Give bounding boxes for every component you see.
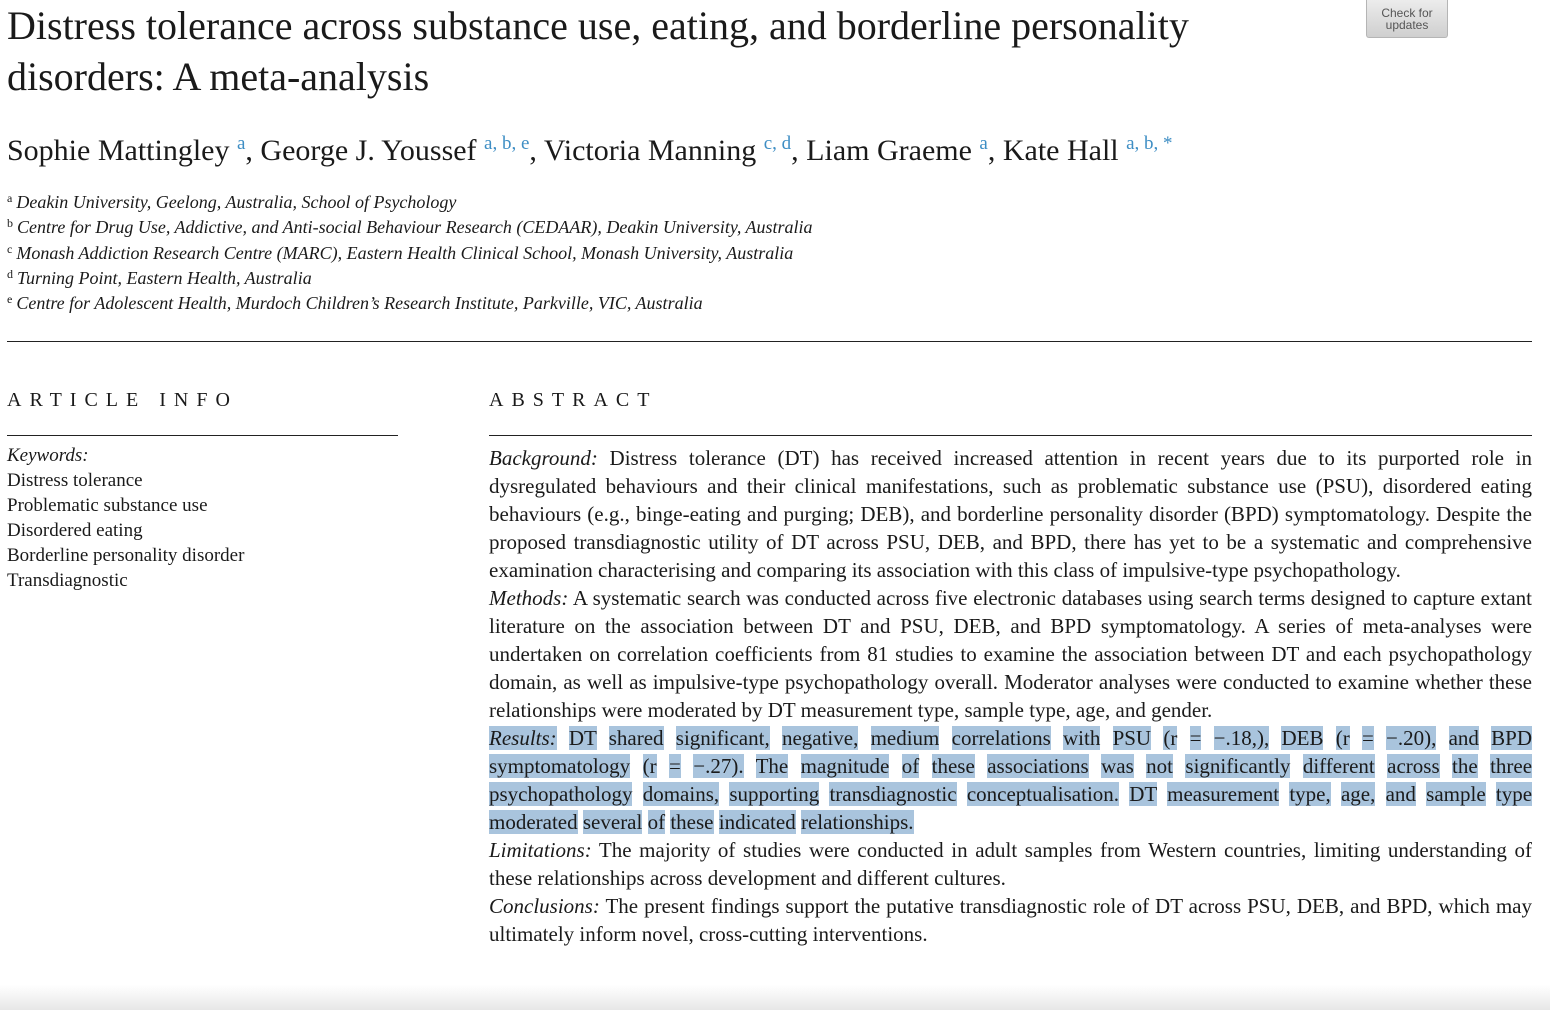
results-word: magnitude [800,754,890,778]
author-name: Sophie Mattingley [7,134,230,167]
results-word: not [1146,754,1174,778]
results-word: symptomatology [489,754,631,778]
article-info-heading: ARTICLE INFO [7,389,238,411]
results-word: (r [1335,726,1350,750]
results-word: associations [987,754,1089,778]
results-word: was [1101,754,1134,778]
author-list: Sophie Mattingley $^a$, George J. Youssef $^{a, b, e}$, Victoria Manning $^{c, d}$, Liam Graeme $^a$, Kate Hall $^{a, b, *}$ [7,133,1173,167]
conclusions-text: The present findings support the putative transdiagnostic role of DT across PSU, DEB, and BPD, which may ultimately inform novel, cross-cutting interventions. [489,894,1532,946]
results-word: DT [1129,782,1157,806]
results-word: domains, [642,782,720,806]
keyword-item[interactable]: Borderline personality disorder [7,545,245,566]
abstract-body [489,444,1532,948]
abstract-background [489,444,1532,584]
affiliation-text: Turning Point, Eastern Health, Australia [17,267,312,288]
results-word: measurement [1167,782,1280,806]
results-word: −.27). [693,754,744,778]
results-word: different [1302,754,1375,778]
results-word: = [668,754,681,778]
results-word: psychopathology [489,782,633,806]
check-updates-line1: Check for [1381,6,1433,20]
results-word: supporting [729,782,820,806]
author-affiliation-link[interactable]: a, b, e [484,133,530,154]
results-word: negative, [781,726,859,750]
keywords-label: Keywords: [7,445,89,466]
affiliation-item [7,190,1207,215]
abstract-heading: ABSTRACT [489,389,658,411]
results-word: −.18,), [1213,726,1270,750]
affiliation-marker: d [7,266,13,281]
affiliation-text: Deakin University, Geelong, Australia, School of Psychology [16,192,457,212]
check-for-updates-button[interactable] [1366,0,1448,38]
affiliation-list [7,190,1207,316]
results-word: DT [568,726,597,750]
methods-label: Methods: [489,586,569,610]
limitations-text: The majority of studies were conducted in adult samples from Western countries, limiting understanding of these relationships across development and different cultures. [489,838,1532,890]
results-word: moderated [489,810,578,834]
header-divider [7,341,1532,342]
keyword-item[interactable]: Problematic substance use [7,495,208,516]
background-label: Background: [489,446,598,470]
author-name: Liam Graeme [806,134,972,167]
results-word: with [1062,726,1101,750]
results-word: and [1448,726,1479,750]
results-word: across [1387,754,1440,778]
affiliation-item [7,266,1207,291]
affiliation-marker: b [7,216,13,231]
affiliation-text: Centre for Adolescent Health, Murdoch Children’s Research Institute, Parkville, VIC, Australia [16,293,703,314]
methods-text: A systematic search was conducted across five electronic databases using search terms designed to capture extant literature on the association between DT and PSU, DEB, and BPD symptomatology. A series of meta-analyses were undertaken on correlation coefficients from 81 studies to examine the association between DT and each psychopathology domain, as well as impulsive-type psychopathology overall. Moderator analyses were conducted to examine whether these relationships were moderated by DT measurement type, sample type, age, and gender. [489,586,1532,722]
results-word: these [931,754,975,778]
affiliation-item [7,215,1207,240]
results-word: (r [642,754,657,778]
results-word: indicated [718,810,796,834]
results-word: type [1495,782,1533,806]
article-title: Distress tolerance across substance use, eating, and borderline personality disorders: A meta-analysis [7,3,1189,99]
results-word: sample [1426,782,1486,806]
author-name: Kate Hall [1002,134,1119,167]
author-affiliation-link[interactable]: a [236,133,246,154]
results-word: conceptualisation. [966,782,1120,806]
results-word: correlations [951,726,1051,750]
results-word: these [670,810,714,834]
affiliation-marker: e [7,292,13,307]
keywords-list [7,443,397,593]
results-word: BPD [1491,726,1533,750]
results-word: The [755,754,789,778]
results-word: DEB [1281,726,1324,750]
results-word: PSU [1112,726,1152,750]
results-word: of [647,810,666,834]
results-word: three [1490,754,1533,778]
keyword-item[interactable]: Distress tolerance [7,470,143,491]
author-affiliation-link[interactable]: c, d [763,133,792,154]
author-name: George J. Youssef [260,134,477,167]
results-word: (r [1163,726,1178,750]
author-affiliation-link[interactable]: a [979,133,988,154]
results-word: significantly [1185,754,1291,778]
results-label: Results: [489,726,557,750]
abstract-results-selected[interactable] [489,724,1532,836]
results-word: = [1189,726,1202,750]
affiliation-marker: a [7,191,13,205]
abstract-methods [489,584,1532,724]
affiliation-marker: c [7,241,13,256]
limitations-label: Limitations: [489,838,592,862]
results-word: significant, [675,726,770,750]
results-word: age, [1340,782,1376,806]
check-updates-line2: updates [1385,18,1429,32]
results-word: and [1385,782,1416,806]
results-word: relationships. [800,810,914,834]
affiliation-item [7,291,1207,316]
affiliation-text: Centre for Drug Use, Addictive, and Anti-social Behaviour Research (CEDAAR), Deakin University, Australia [17,217,813,238]
keyword-item[interactable]: Disordered eating [7,520,143,541]
abstract-limitations [489,836,1532,892]
results-word: medium [870,726,940,750]
affiliation-text: Monash Addiction Research Centre (MARC), Eastern Health Clinical School, Monash University, Australia [16,242,794,263]
results-word: = [1361,726,1374,750]
results-word: several [582,810,643,834]
results-word: type, [1289,782,1331,806]
results-text [489,726,1532,834]
results-word: −.20), [1386,726,1437,750]
abstract-divider [489,435,1532,436]
article-info-divider [7,435,398,436]
results-word: transdiagnostic [829,782,957,806]
author-name: Victoria Manning [543,134,757,167]
conclusions-label: Conclusions: [489,894,600,918]
results-word: the [1452,754,1478,778]
viewport-bottom-shade [0,985,1550,1010]
background-text: Distress tolerance (DT) has received increased attention in recent years due to its purported role in dysregulated behaviours and their clinical manifestations, such as problematic substance use (PSU), disordered eating behaviours (e.g., binge-eating and purging; DEB), and borderline personality disorder (BPD) symptomatology. Despite the proposed transdiagnostic utility of DT across PSU, DEB, and BPD, there has yet to be a systematic and comprehensive examination characterising and comparing its association with this class of impulsive-type psychopathology. [489,446,1532,582]
keyword-item[interactable]: Transdiagnostic [7,570,128,591]
abstract-conclusions [489,892,1532,948]
results-word: of [901,754,920,778]
results-word: shared [608,726,664,750]
affiliation-item [7,241,1207,266]
author-affiliation-link[interactable]: a, b, * [1126,133,1173,154]
